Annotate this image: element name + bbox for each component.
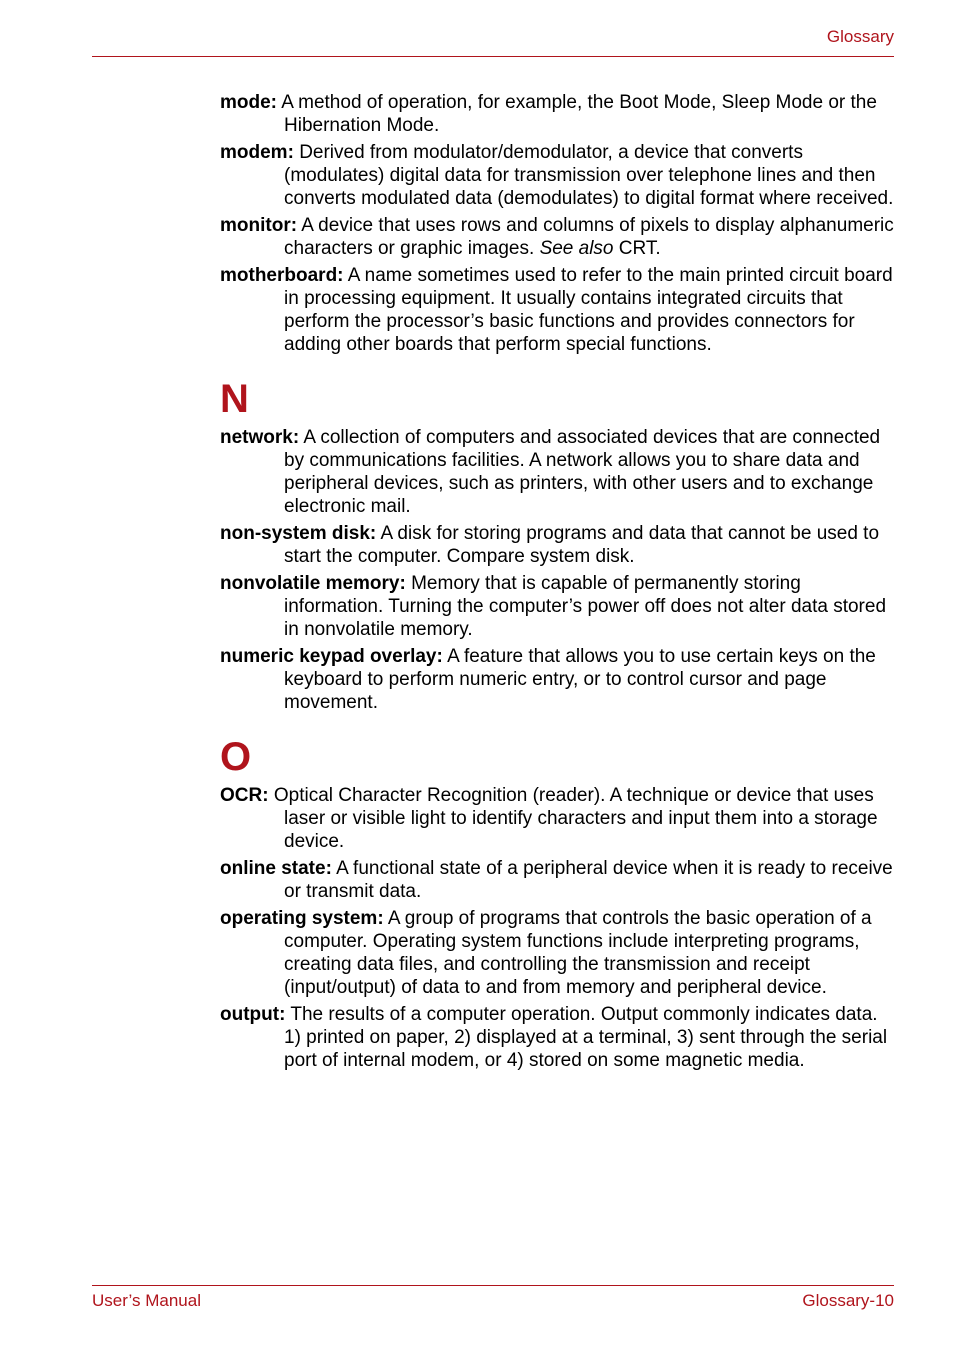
section-letter-n: N <box>220 377 249 421</box>
definition: A disk for storing programs and data that cannot be used to start the computer. Compare system disk. <box>284 523 880 567</box>
term: operating system: <box>220 908 384 929</box>
footer-page-number: Glossary-10 <box>802 1291 894 1310</box>
term: numeric keypad overlay: <box>220 646 443 667</box>
glossary-entry-numeric-keypad-overlay <box>220 645 900 714</box>
glossary-entry-nonvolatile-memory <box>220 572 900 641</box>
glossary-entry-output <box>220 1003 900 1026</box>
term: monitor: <box>220 215 298 236</box>
definition: A functional state of a peripheral device when it is ready to receive or transmit data. <box>284 858 893 902</box>
running-header: Glossary <box>826 27 894 46</box>
definition: A name sometimes used to refer to the main printed circuit board in processing equipment. It usually contains integrated circuits that perform the processor’s basic functions and provides connectors for adding other boards that perform special functions. <box>284 265 893 355</box>
term: nonvolatile memory: <box>220 573 406 594</box>
footer-rule <box>92 1285 894 1286</box>
glossary-entry-operating-system <box>220 907 900 999</box>
term: non-system disk: <box>220 523 377 544</box>
term: OCR: <box>220 785 269 806</box>
footer-manual-title: User’s Manual <box>92 1291 201 1310</box>
cross-reference: CRT. <box>618 238 661 259</box>
glossary-entry-modem <box>220 141 900 210</box>
header-rule <box>92 56 894 57</box>
glossary-entry-ocr <box>220 784 900 853</box>
glossary-entry-motherboard <box>220 264 900 356</box>
definition: A device that uses rows and columns of pixels to display alphanumeric characters or graphic images. <box>284 215 894 259</box>
definition: The results of a computer operation. Output commonly indicates data. <box>290 1004 878 1025</box>
glossary-entry-network <box>220 426 900 518</box>
term: output: <box>220 1004 286 1025</box>
definition: A collection of computers and associated devices that are connected by communications facilities. A network allows you to share data and peripheral devices, such as printers, with other users and to exchange electronic mail. <box>284 427 881 517</box>
glossary-entry-online-state <box>220 857 900 903</box>
term: mode: <box>220 92 277 113</box>
term: motherboard: <box>220 265 344 286</box>
glossary-entry-monitor <box>220 214 900 260</box>
definition: A method of operation, for example, the Boot Mode, Sleep Mode or the Hibernation Mode. <box>281 92 877 136</box>
definition: Memory that is capable of permanently storing information. Turning the computer’s power off does not alter data stored in nonvolatile memory. <box>284 573 887 640</box>
definition: A feature that allows you to use certain keys on the keyboard to perform numeric entry, or to control cursor and page movement. <box>284 646 876 713</box>
output-list: 1) printed on paper, 2) displayed at a terminal, 3) sent through the serial port of internal modem, or 4) stored on some magnetic media. <box>284 1027 888 1071</box>
glossary-entry-non-system-disk <box>220 522 900 568</box>
term: network: <box>220 427 300 448</box>
see-also: See also <box>539 238 614 259</box>
definition: Derived from modulator/demodulator, a device that converts (modulates) digital data for transmission over telephone lines and then converts modulated data (demodulates) to digital format where received. <box>284 142 894 209</box>
definition: A group of programs that controls the basic operation of a computer. Operating system functions include interpreting programs, creating data files, and controlling the transmission and receipt (input/output) of data to and from memory and peripheral device. <box>284 908 872 998</box>
definition: Optical Character Recognition (reader). A technique or device that uses laser or visible light to identify characters and input them into a storage device. <box>273 785 878 852</box>
term: online state: <box>220 858 332 879</box>
glossary-entry-mode <box>220 91 900 137</box>
glossary-content <box>220 91 900 1072</box>
section-letter-o: O <box>220 735 252 779</box>
term: modem: <box>220 142 294 163</box>
